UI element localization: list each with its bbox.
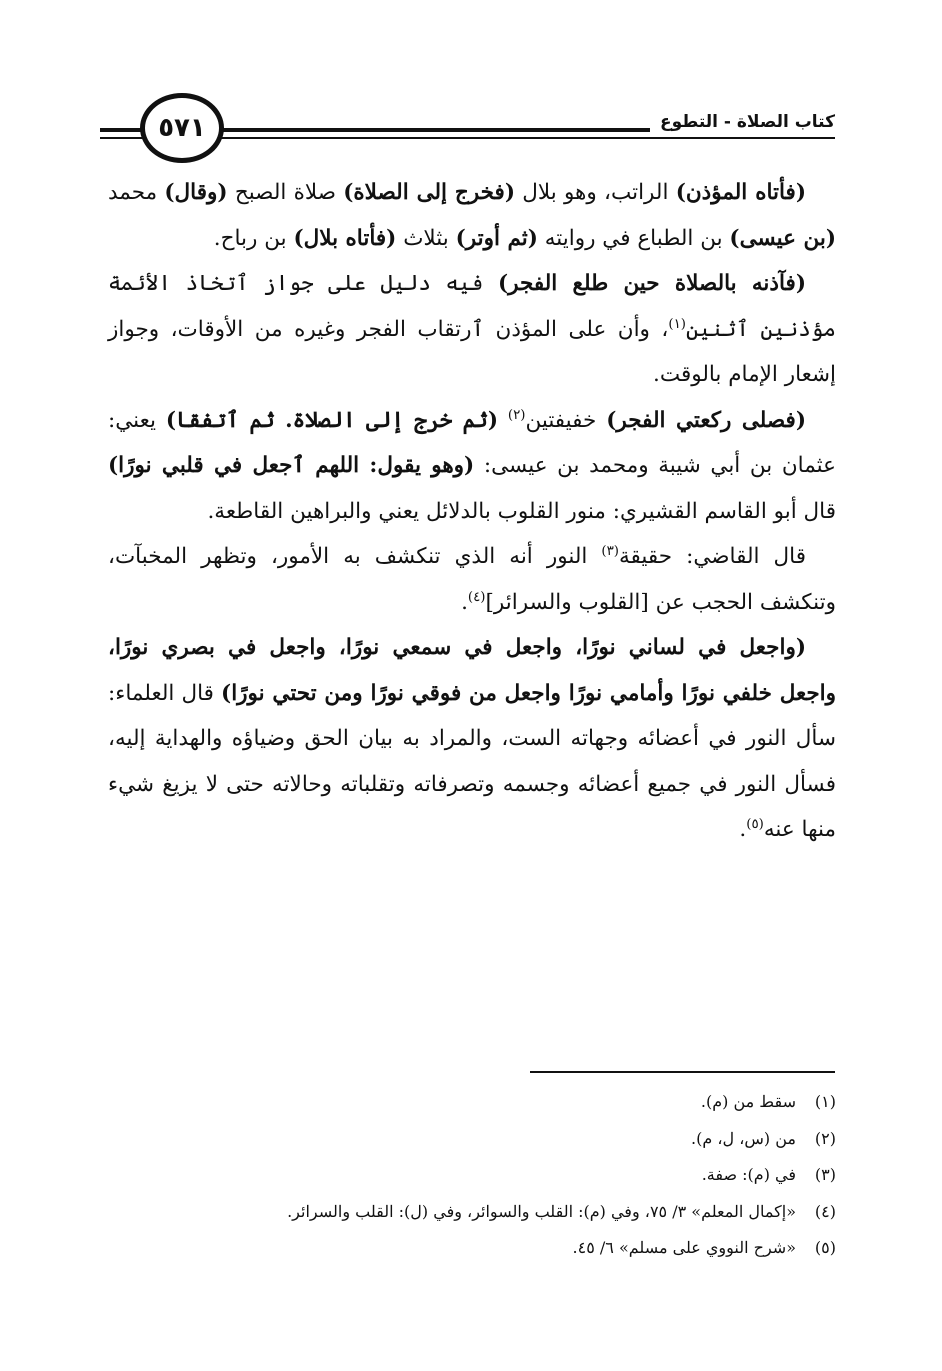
matn-phrase: (فخرج إلى الصلاة): [343, 180, 515, 205]
matn-phrase: (ثم أوتر): [455, 225, 538, 251]
footnote-text: سقط من (م).: [700, 1092, 796, 1111]
commentary-text: بن الطباع في روايته: [537, 225, 730, 251]
commentary-text: [498, 408, 508, 433]
footnote-number: (٢): [814, 1128, 836, 1148]
commentary-text: قال العلماء: سأل النور في أعضائه وجهاته الست، والمراد به بيان الحق وضياؤه والهداية إليه، فسأل النور في جميع أعضائه وجسمه وتصرفاته وتقلباته وحالاته حتى لا يزيغ شيء منها عنه: [108, 680, 836, 842]
commentary-text: بثلاث: [396, 225, 456, 251]
commentary-text: قال أبو القاسم القشيري: منور القلوب بالدلائل يعني والبراهين القاطعة.: [207, 498, 836, 524]
paragraph-4: [108, 534, 836, 625]
footnote-item: [108, 1157, 836, 1194]
commentary-text: .: [461, 589, 468, 615]
footnote-text: «شرح النووي على مسلم» ٦/ ٤٥.: [572, 1238, 796, 1257]
matn-phrase: (بن عيسى): [729, 225, 836, 251]
footnote-item: [108, 1230, 836, 1267]
matn-phrase: (فآذنه بالصلاة حين طلع الفجر): [497, 271, 806, 296]
footnote-ref-4[interactable]: (٤): [467, 589, 486, 605]
footnote-number: (٤): [814, 1201, 836, 1221]
paragraph-2: [108, 261, 836, 398]
commentary-text: صلاة الصبح: [227, 180, 344, 205]
commentary-text: النور أنه الذي تنكشف به الأمور، وتظهر المخبآت، وتنكشف الحجب عن [القلوب والسرائر]: [108, 544, 836, 615]
footnote-number: (٥): [814, 1238, 836, 1257]
footnotes: [108, 1084, 836, 1267]
matn-phrase: (وقال): [164, 180, 228, 205]
footnote-ref-2[interactable]: (٢): [507, 407, 526, 423]
matn-phrase: (فأتاه بلال): [293, 225, 397, 251]
running-title: كتاب الصلاة - التطوع: [650, 112, 835, 132]
commentary-text: ، وأن على المؤذن ٱرتقاب الفجر وغيره من الأوقات، وجواز إشعار الإمام بالوقت.: [108, 316, 836, 387]
page-number-oval: [140, 93, 224, 163]
paragraph-5: [108, 625, 836, 853]
footnote-text: من (س، ل، م).: [691, 1128, 796, 1148]
matn-phrase: (واجعل في لساني نورًا، واجعل في سمعي نورًا، واجعل في بصري نورًا، واجعل خلفي نورًا وأمامي نورًا واجعل من فوقي نورًا ومن تحتي نورًا): [108, 635, 836, 706]
footnote-item: [108, 1121, 836, 1158]
footnote-ref-1[interactable]: (١): [668, 316, 686, 332]
matn-phrase: (وهو يقول: اللهم ٱجعل في قلبي نورًا): [108, 453, 475, 478]
commentary-text: فيه دليل على جواز ٱتخاذ الأئمة مؤذنين ٱثنين: [108, 271, 836, 342]
commentary-text: الراتب، وهو بلال: [515, 180, 676, 205]
matn-phrase: (فصلى ركعتي الفجر): [606, 407, 806, 433]
footnote-ref-3[interactable]: (٣): [601, 543, 619, 559]
footnote-number: (٣): [814, 1165, 836, 1184]
page-number: ٥٧١: [158, 113, 206, 143]
footnote-separator: [530, 1071, 835, 1073]
commentary-text: بن رباح.: [213, 225, 294, 251]
footnote-item: [108, 1084, 836, 1121]
page-header: [100, 88, 835, 168]
paragraph-1: [108, 170, 836, 261]
commentary-text: خفيفتين: [525, 407, 607, 433]
paragraph-3: [108, 398, 836, 535]
footnote-item: [108, 1194, 836, 1231]
commentary-text: محمد: [108, 180, 165, 205]
footnote-text: «إكمال المعلم» ٣/ ٧٥، وفي (م): القلب والسوائر، وفي (ل): القلب والسرائر.: [287, 1201, 796, 1221]
main-text: [108, 170, 836, 853]
footnote-text: في (م): صفة.: [701, 1165, 796, 1184]
matn-phrase: (ثم خرج إلى الصلاة. ثم ٱتفقا): [165, 407, 499, 433]
footnote-ref-5[interactable]: (٥): [746, 816, 764, 832]
footnote-number: (١): [814, 1092, 836, 1111]
commentary-text: قال القاضي: حقيقة: [619, 544, 806, 569]
commentary-text: يعني: عثمان بن أبي شيبة ومحمد بن عيسى:: [108, 407, 836, 478]
commentary-text: .: [739, 817, 747, 842]
matn-phrase: (فأتاه المؤذن): [675, 180, 806, 205]
